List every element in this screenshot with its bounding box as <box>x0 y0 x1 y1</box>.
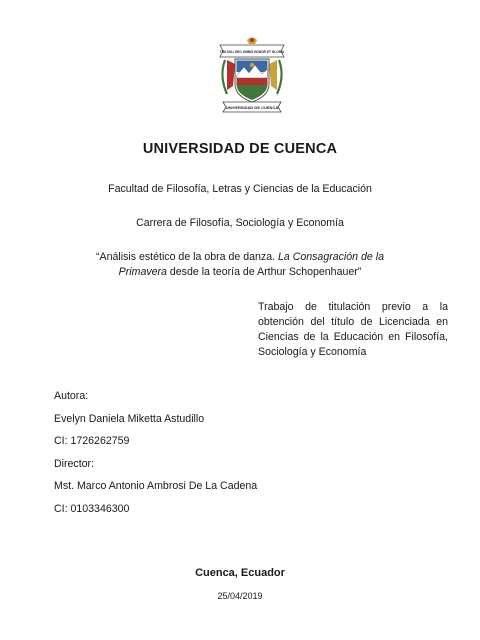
author-ci: CI: 1726262759 <box>54 435 130 447</box>
thesis-title-italic: La Consagración de la Primavera <box>118 251 384 278</box>
author-label: Autora: <box>54 390 89 402</box>
faculty-name: Facultad de Filosofía, Letras y Ciencias de la Educación <box>108 183 372 195</box>
director-ci: CI: 0103346300 <box>54 502 130 515</box>
seal-banner-text: TIBI SOLI DEO OMNIS HONOR ET GLORIA <box>219 50 285 54</box>
thesis-title <box>90 250 390 280</box>
career-name: Carrera de Filosofía, Sociología y Economía <box>136 217 344 229</box>
director-label: Director: <box>54 457 95 470</box>
university-title: UNIVERSIDAD DE CUENCA <box>142 141 338 157</box>
seal-name-text: UNIVERSIDAD DE CUENCA <box>225 105 279 110</box>
director-name: Mst. Marco Antonio Ambrosi De La Cadena <box>54 480 258 492</box>
author-name: Evelyn Daniela Miketta Astudillo <box>54 412 205 425</box>
place: Cuenca, Ecuador <box>195 567 285 579</box>
author-director-block <box>54 389 257 524</box>
thesis-title-part1: “Análisis estético de la obra de danza. <box>96 251 278 263</box>
date: 25/04/2019 <box>217 591 263 601</box>
university-seal-icon <box>217 36 287 118</box>
thesis-title-part2: desde la teoría de Arthur Schopenhauer” <box>166 266 362 278</box>
degree-purpose: Trabajo de titulación previo a la obtención del título de Licenciada en Ciencias de la Educación en Filosofía, Sociología y Economía <box>258 301 448 358</box>
